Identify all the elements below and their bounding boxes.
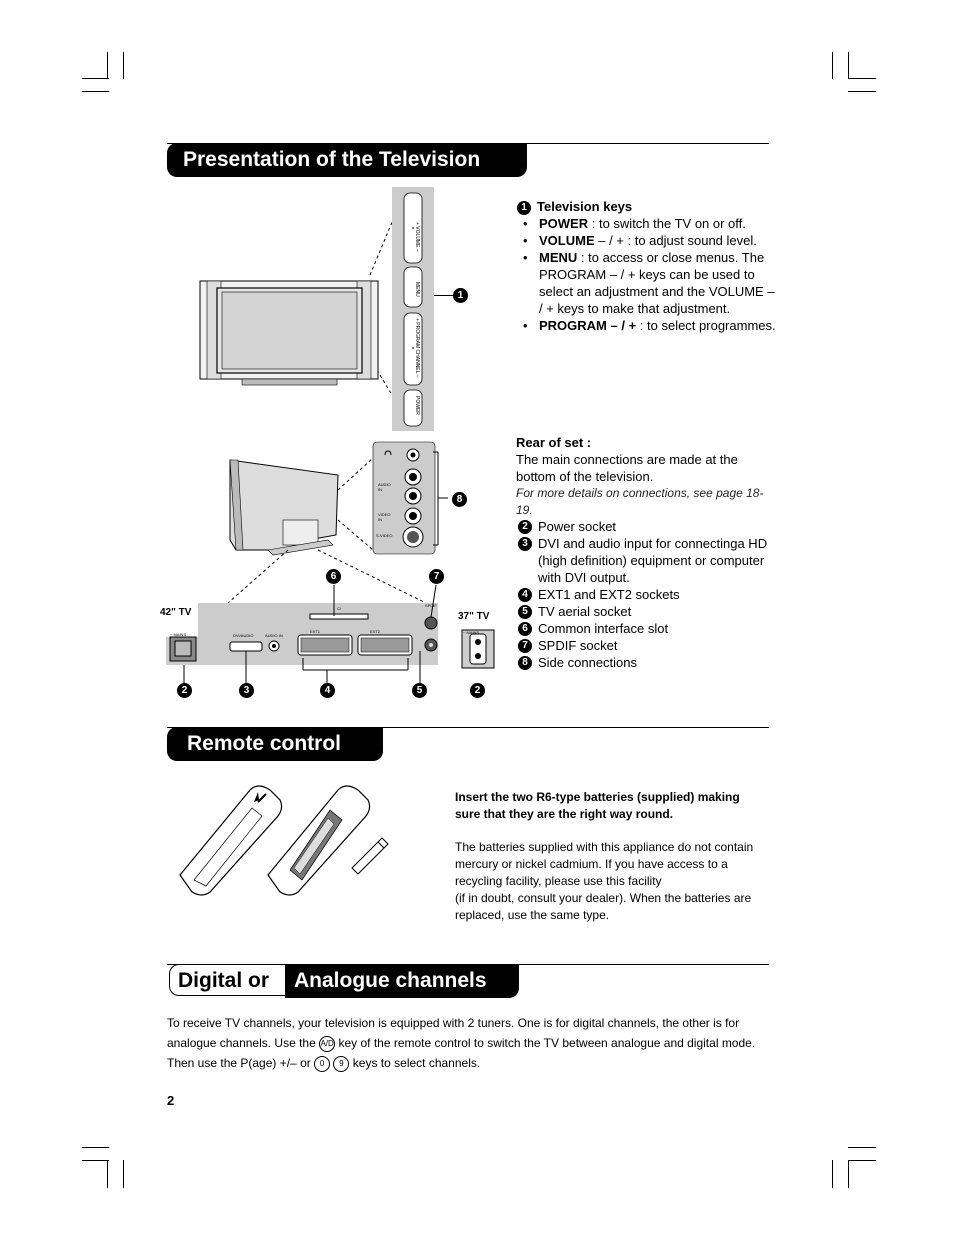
channels-text — [167, 1013, 767, 1073]
television-keys-title: Television keys — [537, 199, 633, 214]
crop-mark — [123, 1160, 124, 1188]
remote-battery-illustration — [170, 780, 410, 900]
callout-4: 4 — [320, 683, 335, 698]
program-key-label: + PROGRAM CHANNEL – — [414, 318, 420, 378]
digit-0-key-icon: 0 — [314, 1056, 330, 1072]
legend-item: 4 EXT1 and EXT2 sockets — [518, 586, 780, 603]
channels-line-2: analogue channels. Use the A/D key of the remote control to switch the TV between analogue and digital mode. — [167, 1036, 756, 1050]
legend-item: 8 Side connections — [518, 654, 780, 671]
legend-item: 7 SPDIF socket — [518, 637, 780, 654]
side-video-label: VIDEO IN — [378, 512, 391, 522]
remote-instructions — [455, 789, 767, 924]
dvi-label: DVI/AUDIO — [233, 633, 254, 638]
crop-mark — [107, 52, 108, 79]
list-item: • POWER : to switch the TV on or off. — [517, 215, 777, 232]
crop-mark — [848, 52, 849, 79]
volume-key-label: + VOLUME – — [414, 222, 420, 252]
label-42-tv: 42" TV — [160, 607, 192, 618]
ext2-label: EXT2 — [370, 629, 381, 634]
crop-mark — [82, 78, 109, 79]
legend-item: 2 Power socket — [518, 518, 780, 535]
audio-label: AUDIO IN — [265, 633, 283, 638]
list-item: • PROGRAM – / + : to select programmes. — [517, 317, 777, 334]
rear-of-set-block — [516, 434, 780, 519]
label-37-tv: 37" TV — [458, 611, 490, 622]
list-item: • VOLUME – / + : to adjust sound level. — [517, 232, 777, 249]
page-number: 2 — [167, 1093, 175, 1108]
crop-mark — [82, 1147, 109, 1148]
spdif-label: SPDIF — [425, 603, 437, 608]
rear-note: For more details on connections, see page 18-19. — [516, 486, 764, 517]
crop-mark — [832, 52, 833, 79]
remote-text-2: (if in doubt, consult your dealer). When the batteries are replaced, use the same type. — [455, 891, 752, 922]
crop-mark — [848, 91, 876, 92]
section-title-remote: Remote control — [167, 727, 383, 761]
menu-key-label: MENU — [414, 282, 420, 297]
number-badge: 1 — [517, 201, 531, 215]
channels-line-3: Then use the P(age) +/– or 0 9 keys to select channels. — [167, 1056, 481, 1070]
mains-label: ~ MAINS — [170, 632, 187, 637]
section-title-channels — [169, 964, 519, 998]
tv-rear-illustration — [158, 440, 448, 700]
channels-line-1: To receive TV channels, your television is equipped with 2 tuners. One is for digital channels, the other is for — [167, 1016, 740, 1030]
callout-3: 3 — [239, 683, 254, 698]
callout-5: 5 — [412, 683, 427, 698]
crop-mark — [848, 1147, 876, 1148]
legend-item: 3 DVI and audio input for connectinga HD (high definition) equipment or computer with DVI output. — [518, 535, 780, 586]
television-keys-block — [517, 198, 777, 334]
title-part-hollow: Digital or — [169, 964, 287, 996]
side-audio-label: AUDIO IN — [378, 482, 391, 492]
power-key-label: POWER — [414, 396, 420, 415]
television-keys-list — [517, 215, 777, 334]
remote-bold-text: Insert the two R6-type batteries (supplied) making sure that they are the right way round. — [455, 790, 740, 821]
ext1-label: EXT1 — [310, 629, 321, 634]
rear-text: The main connections are made at the bottom of the television. — [516, 452, 738, 484]
list-item: • MENU : to access or close menus. The PROGRAM – / + keys can be used to select an adjustment and the VOLUME – / + keys to make that adjustment. — [517, 249, 777, 317]
callout-8: 8 — [452, 492, 467, 507]
ci-label: CI — [337, 606, 341, 611]
crop-mark — [848, 78, 876, 79]
callout-2b: 2 — [470, 683, 485, 698]
crop-mark — [82, 91, 109, 92]
callout-2: 2 — [177, 683, 192, 698]
digit-9-key-icon: 9 — [333, 1056, 349, 1072]
crop-mark — [848, 1160, 849, 1188]
side-keys — [392, 187, 434, 431]
rear-heading: Rear of set : — [516, 435, 592, 450]
crop-mark — [123, 52, 124, 79]
title-part-filled: Analogue channels — [285, 964, 519, 998]
crop-mark — [107, 1160, 108, 1188]
callout-1: 1 — [453, 288, 468, 303]
legend-item: 5 TV aerial socket — [518, 603, 780, 620]
legend-item: 6 Common interface slot — [518, 620, 780, 637]
connections-legend — [518, 518, 780, 671]
remote-text: The batteries supplied with this appliance do not contain mercury or nickel cadmium. If you have access to a recycling facility, please use this facility — [455, 840, 754, 888]
television-keys-heading — [517, 198, 777, 215]
crop-mark — [832, 1160, 833, 1188]
callout-7: 7 — [429, 569, 444, 584]
callout-line — [434, 295, 453, 296]
mains-label-37: ~ MAINS — [463, 630, 480, 635]
callout-6: 6 — [326, 569, 341, 584]
crop-mark — [82, 1160, 109, 1161]
crop-mark — [848, 1160, 876, 1161]
section-title-presentation: Presentation of the Television — [167, 143, 527, 177]
ad-key-icon: A/D — [319, 1036, 335, 1052]
side-svideo-label: S-VIDEO — [376, 533, 393, 538]
